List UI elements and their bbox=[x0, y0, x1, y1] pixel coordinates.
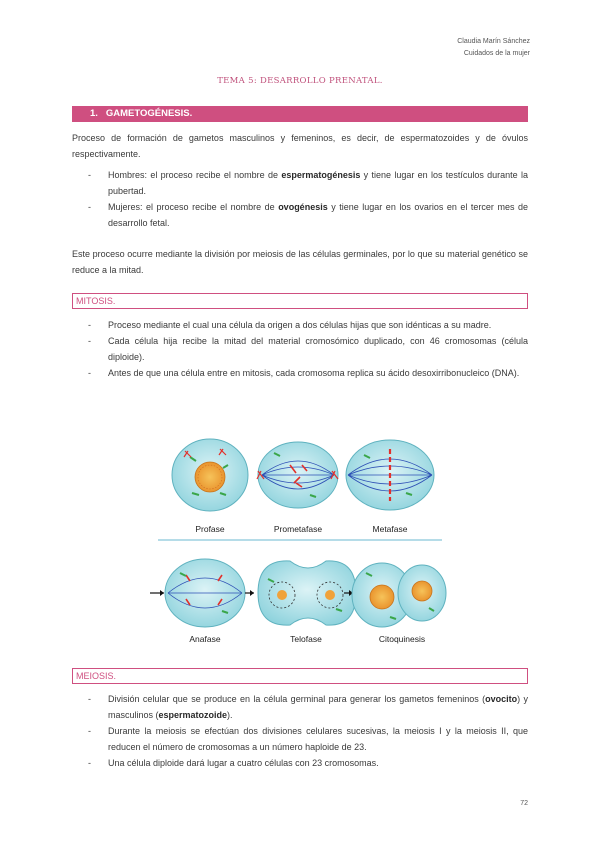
label-metafase: Metafase bbox=[372, 524, 408, 534]
mitosis-list bbox=[72, 317, 528, 381]
meiosis-heading: MEIOSIS. bbox=[72, 668, 528, 684]
section-number: 1. bbox=[90, 108, 98, 119]
cell-prometafase bbox=[257, 442, 338, 508]
gametogenesis-list bbox=[72, 167, 528, 231]
list-item: - Cada célula hija recibe la mitad del material cromosómico duplicado, con 46 cromosomas (célula diploide). bbox=[72, 333, 528, 365]
list-item: - Durante la meiosis se efectúan dos divisiones celulares sucesivas, la meiosis I y la meiosis II, que reducen el número de cromosomas a un número haploide de 23. bbox=[72, 723, 528, 755]
page-title: TEMA 5: DESARROLLO PRENATAL. bbox=[217, 76, 383, 86]
label-profase: Profase bbox=[195, 524, 225, 534]
mitosis-phases-figure bbox=[150, 435, 450, 650]
cell-anafase bbox=[150, 559, 245, 627]
label-anafase: Anafase bbox=[189, 634, 221, 644]
cell-citoquinesis bbox=[344, 563, 446, 627]
item-text: ) y masculinos ( bbox=[108, 694, 528, 720]
cell-telofase bbox=[245, 561, 356, 625]
item-text: Hombres: el proceso recibe el nombre de bbox=[108, 170, 282, 180]
label-prometafase: Prometafase bbox=[273, 524, 323, 534]
item-bold: espermatogénesis bbox=[281, 170, 361, 180]
item-text: División celular que se produce en la célula germinal para generar los gametos femeninos ( bbox=[108, 694, 486, 704]
header-author: Claudia Marín Sánchez bbox=[457, 38, 530, 45]
meiosis-list bbox=[72, 691, 528, 771]
item-bold: ovogénesis bbox=[278, 202, 328, 212]
item-bold: espermatozoide bbox=[158, 710, 228, 720]
gametogenesis-intro: Proceso de formación de gametos masculinos y femeninos, es decir, de espermatozoides y de óvulos respectivamente. bbox=[72, 133, 528, 159]
list-item bbox=[72, 691, 528, 723]
cell-metafase bbox=[346, 440, 434, 510]
item-text: y tiene lugar en los ovarios en el tercer mes de desarrollo fetal. bbox=[108, 202, 528, 228]
cell-profase bbox=[172, 439, 248, 511]
list-item: - Antes de que una célula entre en mitosis, cada cromosoma replica su ácido desoxirribonucleico (DNA). bbox=[72, 365, 528, 381]
item-bold: ovocito bbox=[485, 694, 518, 704]
label-citoquinesis: Citoquinesis bbox=[378, 634, 426, 644]
section-title: GAMETOGÉNESIS. bbox=[105, 108, 193, 119]
section-heading-gametogenesis bbox=[72, 106, 528, 122]
list-item-hombres bbox=[72, 167, 528, 199]
page-number: 72 bbox=[520, 800, 528, 807]
item-text: ). bbox=[227, 710, 233, 720]
label-telofase: Telofase bbox=[290, 634, 322, 644]
item-text: Mujeres: el proceso recibe el nombre de bbox=[108, 202, 279, 212]
list-item-mujeres bbox=[72, 199, 528, 231]
header-course: Cuidados de la mujer bbox=[463, 50, 530, 57]
gametogenesis-para2: Este proceso ocurre mediante la división por meiosis de las células germinales, por lo que su material genético se reduce a la mitad. bbox=[72, 249, 528, 275]
list-item: - Una célula diploide dará lugar a cuatro células con 23 cromosomas. bbox=[72, 755, 528, 771]
item-text: y tiene lugar en los testículos durante la pubertad. bbox=[108, 170, 528, 196]
mitosis-heading: MITOSIS. bbox=[72, 293, 528, 309]
list-item: - Proceso mediante el cual una célula da origen a dos células hijas que son idénticas a su madre. bbox=[72, 317, 528, 333]
